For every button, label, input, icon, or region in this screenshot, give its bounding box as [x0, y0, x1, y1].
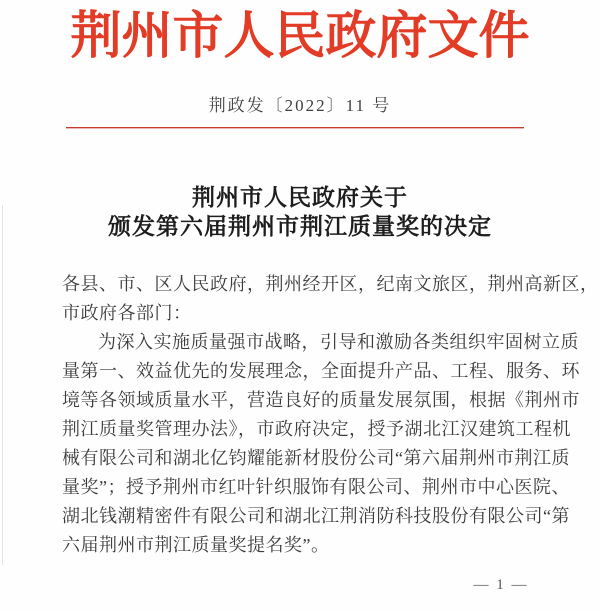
document-body — [62, 270, 599, 560]
text-line: 湖北钱潮精密件有限公司和湖北江荆消防科技股份有限公司“第 — [62, 506, 570, 526]
main-paragraph — [62, 328, 580, 560]
text-line: 六届荆州市荆江质量奖提名奖”。 — [62, 535, 330, 555]
government-masthead-title: 荆州市人民政府文件 — [70, 9, 530, 65]
document-title — [0, 183, 600, 241]
document-number: 荆政发〔2022〕11 号 — [208, 96, 392, 115]
text-line: 械有限公司和湖北亿钧耀能新材股份公司“第六届荆州市荆江质 — [62, 448, 570, 468]
text-line: 为深入实施质量强市战略，引导和激励各类组织牢固树立质 — [98, 332, 579, 352]
text-line: 境等各领域质量水平，营造良好的质量发展氛围，根据《荆州市 — [62, 390, 580, 410]
document-title-line-1: 荆州市人民政府关于 — [192, 185, 408, 210]
red-divider-rule — [66, 127, 524, 129]
document-title-line-2: 颁发第六届荆州市荆江质量奖的决定 — [108, 214, 492, 239]
text-line: 各县、市、区人民政府，荆州经开区，纪南文旅区，荆州高新区， — [62, 274, 599, 294]
salutation-paragraph — [62, 270, 599, 328]
text-line: 量奖”；授予荆州市红叶针织服饰有限公司、荆州市中心医院、 — [62, 477, 570, 497]
text-line: 量第一、效益优先的发展理念，全面提升产品、工程、服务、环 — [62, 361, 580, 381]
scan-edge-artifact — [2, 205, 3, 565]
text-line: 荆江质量奖管理办法》，市政府决定，授予湖北江汉建筑工程机 — [62, 419, 571, 439]
page-number: — 1 — — [473, 577, 529, 593]
text-line: 市政府各部门： — [62, 303, 192, 323]
